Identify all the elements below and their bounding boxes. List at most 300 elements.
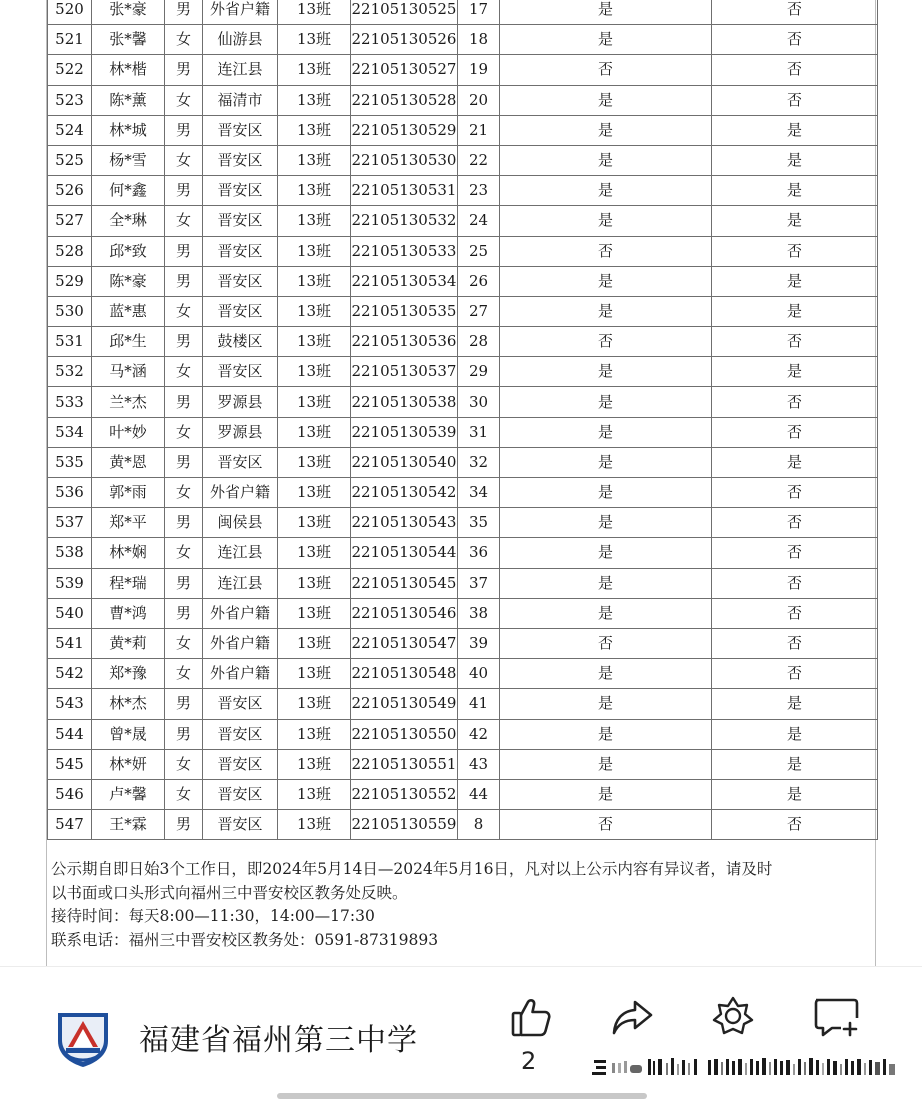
- cell-class-seat-number: 22: [458, 145, 500, 175]
- cell-gender: 男: [165, 176, 203, 206]
- cell-class-name: 13班: [278, 478, 351, 508]
- cell-class-name: 13班: [278, 538, 351, 568]
- cell-eligibility-b: 是: [712, 266, 878, 296]
- cell-household-origin: 外省户籍: [203, 628, 278, 658]
- cell-eligibility-b: 是: [712, 749, 878, 779]
- cell-class-seat-number: 37: [458, 568, 500, 598]
- table-row: [48, 628, 878, 658]
- cell-household-origin: 连江县: [203, 568, 278, 598]
- cell-household-origin: 晋安区: [203, 145, 278, 175]
- cell-class-seat-number: 28: [458, 327, 500, 357]
- cell-row-index: 534: [48, 417, 92, 447]
- cell-student-name: 陈*豪: [92, 266, 165, 296]
- cell-eligibility-b: 是: [712, 296, 878, 326]
- cell-eligibility-a: 是: [500, 296, 712, 326]
- cell-class-seat-number: 26: [458, 266, 500, 296]
- cell-student-id: 22105130533: [351, 236, 458, 266]
- cell-eligibility-b: 是: [712, 447, 878, 477]
- table-row: [48, 55, 878, 85]
- cell-student-name: 全*琳: [92, 206, 165, 236]
- cell-household-origin: 外省户籍: [203, 478, 278, 508]
- notice-line: 联系电话：福州三中晋安校区教务处：0591-87319893: [51, 930, 439, 949]
- comment-button[interactable]: [808, 987, 864, 1047]
- cell-eligibility-b: 否: [712, 568, 878, 598]
- table-row: [48, 598, 878, 628]
- cell-student-name: 曾*晟: [92, 719, 165, 749]
- table-row: [48, 266, 878, 296]
- cell-class-name: 13班: [278, 25, 351, 55]
- cell-row-index: 525: [48, 145, 92, 175]
- cell-gender: 男: [165, 387, 203, 417]
- cell-class-seat-number: 20: [458, 85, 500, 115]
- table-row: [48, 810, 878, 840]
- cell-eligibility-a: 是: [500, 447, 712, 477]
- roster-table: [47, 0, 878, 840]
- like-count: 2: [521, 1047, 537, 1075]
- cell-student-name: 邱*致: [92, 236, 165, 266]
- cell-student-id: 22105130550: [351, 719, 458, 749]
- table-row: [48, 719, 878, 749]
- table-row: [48, 417, 878, 447]
- cell-class-name: 13班: [278, 387, 351, 417]
- cell-eligibility-b: 否: [712, 25, 878, 55]
- cell-gender: 女: [165, 478, 203, 508]
- cell-row-index: 531: [48, 327, 92, 357]
- cell-student-id: 22105130531: [351, 176, 458, 206]
- cell-eligibility-b: 否: [712, 55, 878, 85]
- cell-class-name: 13班: [278, 447, 351, 477]
- cell-household-origin: 外省户籍: [203, 659, 278, 689]
- cell-row-index: 521: [48, 25, 92, 55]
- cell-student-name: 林*妍: [92, 749, 165, 779]
- table-row: [48, 176, 878, 206]
- cell-student-id: 22105130559: [351, 810, 458, 840]
- cell-eligibility-a: 是: [500, 659, 712, 689]
- cell-eligibility-b: 否: [712, 598, 878, 628]
- cell-class-seat-number: 42: [458, 719, 500, 749]
- cell-eligibility-a: 是: [500, 478, 712, 508]
- cell-student-name: 林*城: [92, 115, 165, 145]
- cell-household-origin: 外省户籍: [203, 0, 278, 25]
- cell-eligibility-a: 是: [500, 266, 712, 296]
- cell-row-index: 532: [48, 357, 92, 387]
- cell-eligibility-b: 是: [712, 206, 878, 236]
- cell-eligibility-b: 否: [712, 387, 878, 417]
- cell-class-seat-number: 21: [458, 115, 500, 145]
- cell-class-name: 13班: [278, 85, 351, 115]
- cell-household-origin: 晋安区: [203, 115, 278, 145]
- cell-student-id: 22105130525: [351, 0, 458, 25]
- table-row: [48, 85, 878, 115]
- cell-eligibility-b: 否: [712, 85, 878, 115]
- cell-row-index: 529: [48, 266, 92, 296]
- cell-eligibility-b: 否: [712, 327, 878, 357]
- cell-student-id: 22105130544: [351, 538, 458, 568]
- cell-eligibility-b: 是: [712, 779, 878, 809]
- cell-class-name: 13班: [278, 0, 351, 25]
- cell-gender: 女: [165, 628, 203, 658]
- cell-student-name: 郑*豫: [92, 659, 165, 689]
- cell-household-origin: 晋安区: [203, 206, 278, 236]
- cell-gender: 男: [165, 568, 203, 598]
- cell-class-name: 13班: [278, 236, 351, 266]
- cell-row-index: 523: [48, 85, 92, 115]
- cell-eligibility-a: 是: [500, 85, 712, 115]
- cell-row-index: 533: [48, 387, 92, 417]
- account-name[interactable]: 福建省福州第三中学: [139, 1023, 418, 1058]
- cell-student-id: 22105130542: [351, 478, 458, 508]
- cell-student-id: 22105130549: [351, 689, 458, 719]
- cell-gender: 男: [165, 447, 203, 477]
- cell-gender: 男: [165, 115, 203, 145]
- cell-class-name: 13班: [278, 176, 351, 206]
- cell-gender: 女: [165, 417, 203, 447]
- like-button[interactable]: [503, 987, 559, 1047]
- cell-class-name: 13班: [278, 659, 351, 689]
- cell-class-seat-number: 23: [458, 176, 500, 206]
- cell-eligibility-a: 是: [500, 417, 712, 447]
- cell-class-seat-number: 24: [458, 206, 500, 236]
- bottom-action-bar: [0, 966, 922, 1102]
- cell-household-origin: 晋安区: [203, 779, 278, 809]
- cell-class-name: 13班: [278, 689, 351, 719]
- cell-gender: 男: [165, 236, 203, 266]
- share-button[interactable]: [604, 987, 660, 1047]
- cell-student-name: 陈*薰: [92, 85, 165, 115]
- cell-student-id: 22105130530: [351, 145, 458, 175]
- cell-eligibility-b: 否: [712, 508, 878, 538]
- cell-eligibility-b: 否: [712, 417, 878, 447]
- cell-gender: 女: [165, 206, 203, 236]
- cell-class-name: 13班: [278, 417, 351, 447]
- cell-eligibility-a: 是: [500, 568, 712, 598]
- cell-student-name: 林*杰: [92, 689, 165, 719]
- cell-gender: 男: [165, 689, 203, 719]
- cell-row-index: 543: [48, 689, 92, 719]
- cell-eligibility-b: 否: [712, 628, 878, 658]
- cell-gender: 女: [165, 296, 203, 326]
- cell-student-id: 22105130529: [351, 115, 458, 145]
- cell-class-seat-number: 17: [458, 0, 500, 25]
- cell-eligibility-a: 是: [500, 176, 712, 206]
- cell-gender: 男: [165, 266, 203, 296]
- table-row: [48, 236, 878, 266]
- cell-student-id: 22105130552: [351, 779, 458, 809]
- cell-class-seat-number: 30: [458, 387, 500, 417]
- notice-line: 以书面或口头形式向福州三中晋安校区教务处反映。: [51, 883, 408, 902]
- cell-class-seat-number: 25: [458, 236, 500, 266]
- table-row: [48, 206, 878, 236]
- cell-class-seat-number: 31: [458, 417, 500, 447]
- cell-student-name: 叶*妙: [92, 417, 165, 447]
- table-row: [48, 689, 878, 719]
- table-row: [48, 145, 878, 175]
- table-row: [48, 508, 878, 538]
- cell-eligibility-a: 是: [500, 115, 712, 145]
- home-indicator[interactable]: [277, 1093, 647, 1099]
- cell-class-seat-number: 41: [458, 689, 500, 719]
- cell-row-index: 538: [48, 538, 92, 568]
- cell-row-index: 522: [48, 55, 92, 85]
- cell-eligibility-b: 否: [712, 538, 878, 568]
- cell-student-name: 郑*平: [92, 508, 165, 538]
- cell-household-origin: 外省户籍: [203, 598, 278, 628]
- cell-class-seat-number: 18: [458, 25, 500, 55]
- cell-class-seat-number: 19: [458, 55, 500, 85]
- cell-class-seat-number: 35: [458, 508, 500, 538]
- cell-class-name: 13班: [278, 508, 351, 538]
- cell-class-seat-number: 39: [458, 628, 500, 658]
- cell-eligibility-a: 是: [500, 508, 712, 538]
- cell-class-name: 13班: [278, 568, 351, 598]
- cell-eligibility-a: 是: [500, 689, 712, 719]
- cell-class-name: 13班: [278, 357, 351, 387]
- cell-row-index: 537: [48, 508, 92, 538]
- table-row: [48, 25, 878, 55]
- cell-student-id: 22105130538: [351, 387, 458, 417]
- cell-student-name: 张*馨: [92, 25, 165, 55]
- cell-class-seat-number: 43: [458, 749, 500, 779]
- cell-student-name: 杨*雪: [92, 145, 165, 175]
- cell-eligibility-b: 否: [712, 236, 878, 266]
- cell-student-name: 林*娴: [92, 538, 165, 568]
- cell-household-origin: 鼓楼区: [203, 327, 278, 357]
- cell-row-index: 526: [48, 176, 92, 206]
- cell-student-id: 22105130540: [351, 447, 458, 477]
- cell-gender: 男: [165, 598, 203, 628]
- cell-eligibility-b: 是: [712, 176, 878, 206]
- cell-household-origin: 闽侯县: [203, 508, 278, 538]
- cell-eligibility-b: 否: [712, 659, 878, 689]
- cell-eligibility-b: 是: [712, 689, 878, 719]
- cell-class-seat-number: 38: [458, 598, 500, 628]
- cell-household-origin: 晋安区: [203, 176, 278, 206]
- cell-gender: 女: [165, 538, 203, 568]
- table-row: [48, 659, 878, 689]
- cell-household-origin: 连江县: [203, 55, 278, 85]
- cell-student-name: 卢*馨: [92, 779, 165, 809]
- cell-student-name: 王*霖: [92, 810, 165, 840]
- cell-eligibility-a: 是: [500, 598, 712, 628]
- cell-eligibility-a: 是: [500, 0, 712, 25]
- cell-eligibility-b: 否: [712, 810, 878, 840]
- cell-eligibility-b: 否: [712, 0, 878, 25]
- cell-household-origin: 晋安区: [203, 236, 278, 266]
- notice-line: 接待时间：每天8:00—11:30，14:00—17:30: [51, 907, 375, 925]
- cell-gender: 男: [165, 0, 203, 25]
- cell-student-id: 22105130537: [351, 357, 458, 387]
- cell-eligibility-a: 是: [500, 387, 712, 417]
- cell-eligibility-a: 否: [500, 55, 712, 85]
- cell-row-index: 542: [48, 659, 92, 689]
- cell-row-index: 524: [48, 115, 92, 145]
- cell-eligibility-a: 否: [500, 327, 712, 357]
- comment-add-icon: [810, 994, 862, 1040]
- cell-class-name: 13班: [278, 266, 351, 296]
- cell-row-index: 527: [48, 206, 92, 236]
- cell-class-seat-number: 44: [458, 779, 500, 809]
- cell-household-origin: 晋安区: [203, 266, 278, 296]
- cell-student-name: 兰*杰: [92, 387, 165, 417]
- cell-student-id: 22105130527: [351, 55, 458, 85]
- cell-eligibility-b: 是: [712, 719, 878, 749]
- cell-student-name: 程*瑞: [92, 568, 165, 598]
- cell-row-index: 540: [48, 598, 92, 628]
- cell-class-seat-number: 8: [458, 810, 500, 840]
- cell-gender: 男: [165, 327, 203, 357]
- cell-household-origin: 晋安区: [203, 749, 278, 779]
- cell-household-origin: 罗源县: [203, 417, 278, 447]
- comment-preview-strip[interactable]: [590, 1055, 900, 1077]
- cell-gender: 女: [165, 357, 203, 387]
- cell-student-id: 22105130536: [351, 327, 458, 357]
- cell-household-origin: 晋安区: [203, 296, 278, 326]
- cell-class-seat-number: 36: [458, 538, 500, 568]
- cell-class-name: 13班: [278, 296, 351, 326]
- cell-household-origin: 晋安区: [203, 719, 278, 749]
- table-row: [48, 478, 878, 508]
- cell-eligibility-a: 否: [500, 236, 712, 266]
- cell-class-name: 13班: [278, 206, 351, 236]
- table-row: [48, 387, 878, 417]
- share-icon: [609, 994, 655, 1040]
- cell-class-name: 13班: [278, 598, 351, 628]
- cell-eligibility-a: 是: [500, 779, 712, 809]
- cell-class-seat-number: 29: [458, 357, 500, 387]
- cell-student-id: 22105130528: [351, 85, 458, 115]
- cell-eligibility-a: 是: [500, 749, 712, 779]
- notice-line: 公示期自即日始3个工作日，即2024年5月14日—2024年5月16日，凡对以上公示内容有异议者，请及时: [51, 860, 773, 878]
- cell-student-id: 22105130534: [351, 266, 458, 296]
- cell-eligibility-a: 是: [500, 357, 712, 387]
- cell-household-origin: 晋安区: [203, 447, 278, 477]
- cell-gender: 男: [165, 810, 203, 840]
- cell-student-id: 22105130551: [351, 749, 458, 779]
- cell-eligibility-a: 是: [500, 719, 712, 749]
- cell-row-index: 535: [48, 447, 92, 477]
- cell-class-name: 13班: [278, 145, 351, 175]
- cell-student-id: 22105130546: [351, 598, 458, 628]
- cell-student-name: 林*楷: [92, 55, 165, 85]
- table-row: [48, 779, 878, 809]
- cell-class-name: 13班: [278, 628, 351, 658]
- cell-eligibility-a: 是: [500, 538, 712, 568]
- cell-household-origin: 晋安区: [203, 689, 278, 719]
- notice-text: [51, 858, 871, 952]
- cell-student-id: 22105130547: [351, 628, 458, 658]
- cell-household-origin: 晋安区: [203, 357, 278, 387]
- cell-row-index: 545: [48, 749, 92, 779]
- table-row: [48, 538, 878, 568]
- cell-gender: 女: [165, 779, 203, 809]
- cell-eligibility-a: 是: [500, 25, 712, 55]
- cell-student-name: 马*涵: [92, 357, 165, 387]
- cell-class-name: 13班: [278, 779, 351, 809]
- cell-class-seat-number: 27: [458, 296, 500, 326]
- cell-gender: 男: [165, 719, 203, 749]
- cell-class-seat-number: 34: [458, 478, 500, 508]
- cell-gender: 女: [165, 85, 203, 115]
- cell-student-id: 22105130532: [351, 206, 458, 236]
- cell-household-origin: 福清市: [203, 85, 278, 115]
- cell-gender: 女: [165, 749, 203, 779]
- cell-class-seat-number: 32: [458, 447, 500, 477]
- cell-gender: 女: [165, 659, 203, 689]
- cell-row-index: 546: [48, 779, 92, 809]
- cell-gender: 女: [165, 25, 203, 55]
- favorite-button[interactable]: [705, 987, 761, 1047]
- cell-class-name: 13班: [278, 55, 351, 85]
- cell-class-name: 13班: [278, 810, 351, 840]
- cell-student-name: 蓝*惠: [92, 296, 165, 326]
- cell-row-index: 544: [48, 719, 92, 749]
- cell-household-origin: 连江县: [203, 538, 278, 568]
- cell-eligibility-b: 是: [712, 145, 878, 175]
- cell-student-name: 邱*生: [92, 327, 165, 357]
- cell-eligibility-a: 否: [500, 810, 712, 840]
- cell-row-index: 539: [48, 568, 92, 598]
- cell-row-index: 530: [48, 296, 92, 326]
- cell-row-index: 536: [48, 478, 92, 508]
- cell-student-id: 22105130543: [351, 508, 458, 538]
- cell-row-index: 547: [48, 810, 92, 840]
- cell-gender: 男: [165, 508, 203, 538]
- document-page: [46, 0, 876, 966]
- cell-gender: 男: [165, 55, 203, 85]
- cell-student-name: 曹*鸿: [92, 598, 165, 628]
- cell-gender: 女: [165, 145, 203, 175]
- cell-eligibility-a: 是: [500, 206, 712, 236]
- cell-eligibility-b: 是: [712, 115, 878, 145]
- cell-household-origin: 晋安区: [203, 810, 278, 840]
- cell-class-name: 13班: [278, 719, 351, 749]
- cell-student-name: 黄*恩: [92, 447, 165, 477]
- cell-eligibility-b: 是: [712, 357, 878, 387]
- cell-class-name: 13班: [278, 327, 351, 357]
- cell-household-origin: 罗源县: [203, 387, 278, 417]
- cell-eligibility-b: 否: [712, 478, 878, 508]
- cell-class-name: 13班: [278, 115, 351, 145]
- cell-student-id: 22105130526: [351, 25, 458, 55]
- cell-student-id: 22105130539: [351, 417, 458, 447]
- cell-student-name: 黄*莉: [92, 628, 165, 658]
- table-row: [48, 296, 878, 326]
- table-row: [48, 357, 878, 387]
- table-row: [48, 568, 878, 598]
- cell-student-id: 22105130548: [351, 659, 458, 689]
- cell-row-index: 520: [48, 0, 92, 25]
- cell-class-seat-number: 40: [458, 659, 500, 689]
- table-row: [48, 447, 878, 477]
- cell-student-id: 22105130545: [351, 568, 458, 598]
- school-emblem-icon[interactable]: [52, 1007, 114, 1069]
- cell-row-index: 541: [48, 628, 92, 658]
- cell-student-name: 张*豪: [92, 0, 165, 25]
- star-icon: [710, 994, 756, 1040]
- cell-student-id: 22105130535: [351, 296, 458, 326]
- cell-household-origin: 仙游县: [203, 25, 278, 55]
- cell-eligibility-a: 否: [500, 628, 712, 658]
- cell-student-name: 郭*雨: [92, 478, 165, 508]
- cell-class-name: 13班: [278, 749, 351, 779]
- thumbs-up-icon: [508, 994, 554, 1040]
- cell-eligibility-a: 是: [500, 145, 712, 175]
- table-row: [48, 749, 878, 779]
- table-row: [48, 327, 878, 357]
- cell-student-name: 何*鑫: [92, 176, 165, 206]
- table-row: [48, 0, 878, 25]
- table-row: [48, 115, 878, 145]
